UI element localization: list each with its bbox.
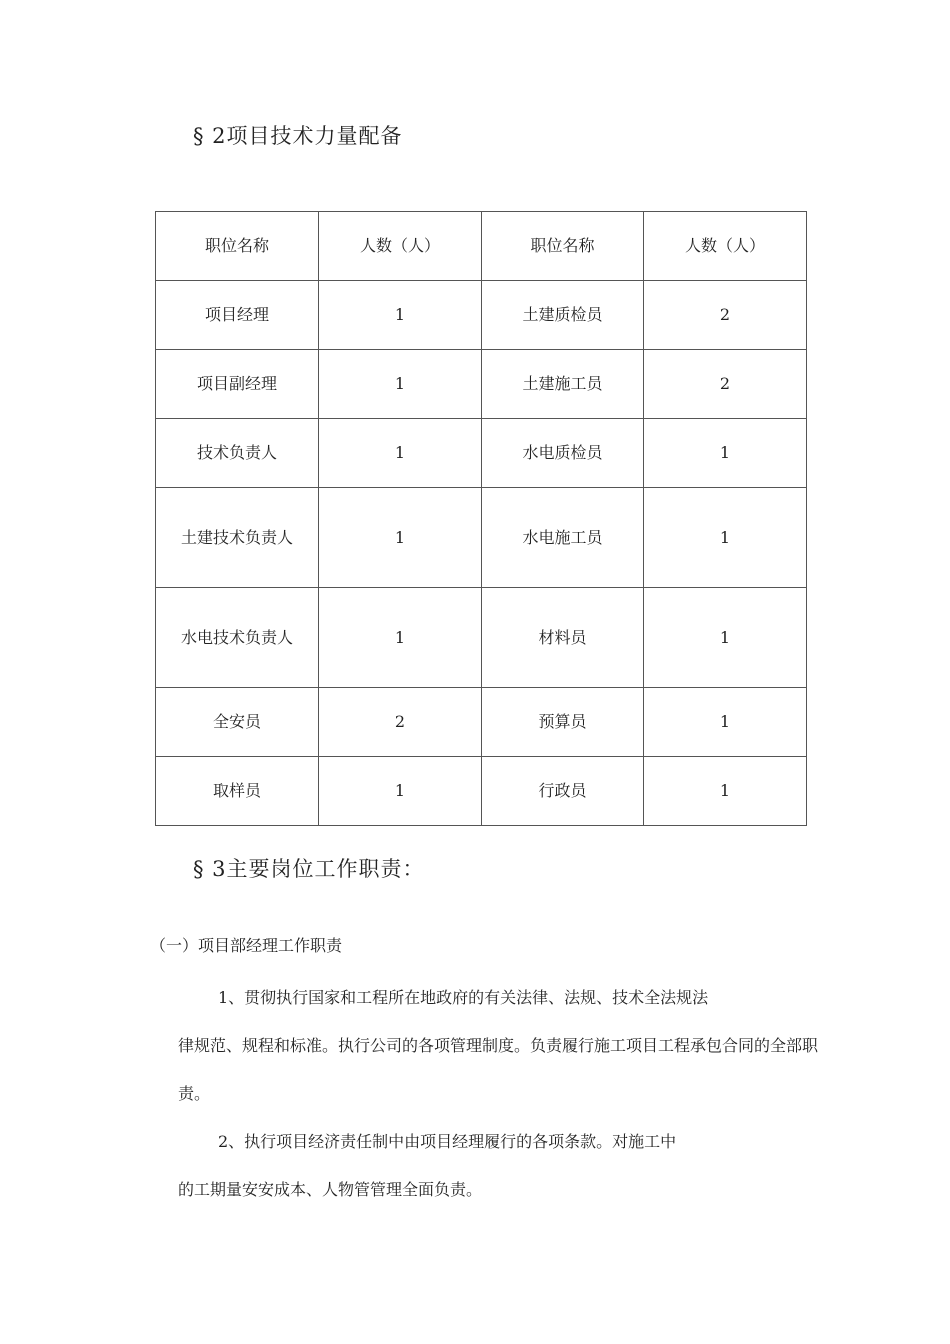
position-cell: 预算员	[482, 688, 644, 757]
count-cell: 2	[644, 350, 807, 419]
paragraph-2-rest: 的工期量安安成本、人物管管理全面负责。	[178, 1180, 483, 1199]
header-cell: 人数（人）	[319, 212, 482, 281]
paragraph-1-rest: 律规范、规程和标准。执行公司的各项管理制度。负责履行施工项目工程承包合同的全部职责。	[178, 1036, 819, 1103]
header-cell: 人数（人）	[644, 212, 807, 281]
count-cell: 1	[644, 488, 807, 588]
position-cell: 项目副经理	[156, 350, 319, 419]
section-3-title: § 3主要岗位工作职责：	[193, 857, 425, 881]
table-row	[156, 688, 807, 757]
table-row	[156, 281, 807, 350]
section-2-title: § 2项目技术力量配备	[193, 124, 403, 148]
position-cell: 土建质检员	[482, 281, 644, 350]
position-cell: 水电技术负责人	[156, 588, 319, 688]
table-row	[156, 588, 807, 688]
count-cell: 1	[644, 419, 807, 488]
count-cell: 1	[644, 757, 807, 826]
count-cell: 2	[319, 688, 482, 757]
paragraph-1-first-line: 1、贯彻执行国家和工程所在地政府的有关法律、法规、技术全法规法	[218, 988, 709, 1007]
paragraph-2-first-line: 2、执行项目经济责任制中由项目经理履行的各项条款。对施工中	[218, 1132, 677, 1151]
table-row	[156, 757, 807, 826]
table-row	[156, 419, 807, 488]
count-cell: 1	[319, 588, 482, 688]
count-cell: 2	[644, 281, 807, 350]
position-cell: 材料员	[482, 588, 644, 688]
position-cell: 技术负责人	[156, 419, 319, 488]
count-cell: 1	[319, 350, 482, 419]
header-cell: 职位名称	[156, 212, 319, 281]
staff-allocation-table	[155, 211, 807, 826]
position-cell: 项目经理	[156, 281, 319, 350]
table-header-row	[156, 212, 807, 281]
position-cell: 土建施工员	[482, 350, 644, 419]
count-cell: 1	[319, 281, 482, 350]
position-cell: 土建技术负责人	[156, 488, 319, 588]
position-cell: 全安员	[156, 688, 319, 757]
paragraph-2	[178, 1118, 828, 1214]
count-cell: 1	[319, 757, 482, 826]
count-cell: 1	[319, 488, 482, 588]
count-cell: 1	[644, 588, 807, 688]
header-cell: 职位名称	[482, 212, 644, 281]
position-cell: 取样员	[156, 757, 319, 826]
table-row	[156, 350, 807, 419]
subheading: （一）项目部经理工作职责	[150, 936, 343, 955]
position-cell: 水电质检员	[482, 419, 644, 488]
position-cell: 行政员	[482, 757, 644, 826]
position-cell: 水电施工员	[482, 488, 644, 588]
paragraph-1	[178, 974, 828, 1118]
count-cell: 1	[319, 419, 482, 488]
table-row	[156, 488, 807, 588]
count-cell: 1	[644, 688, 807, 757]
